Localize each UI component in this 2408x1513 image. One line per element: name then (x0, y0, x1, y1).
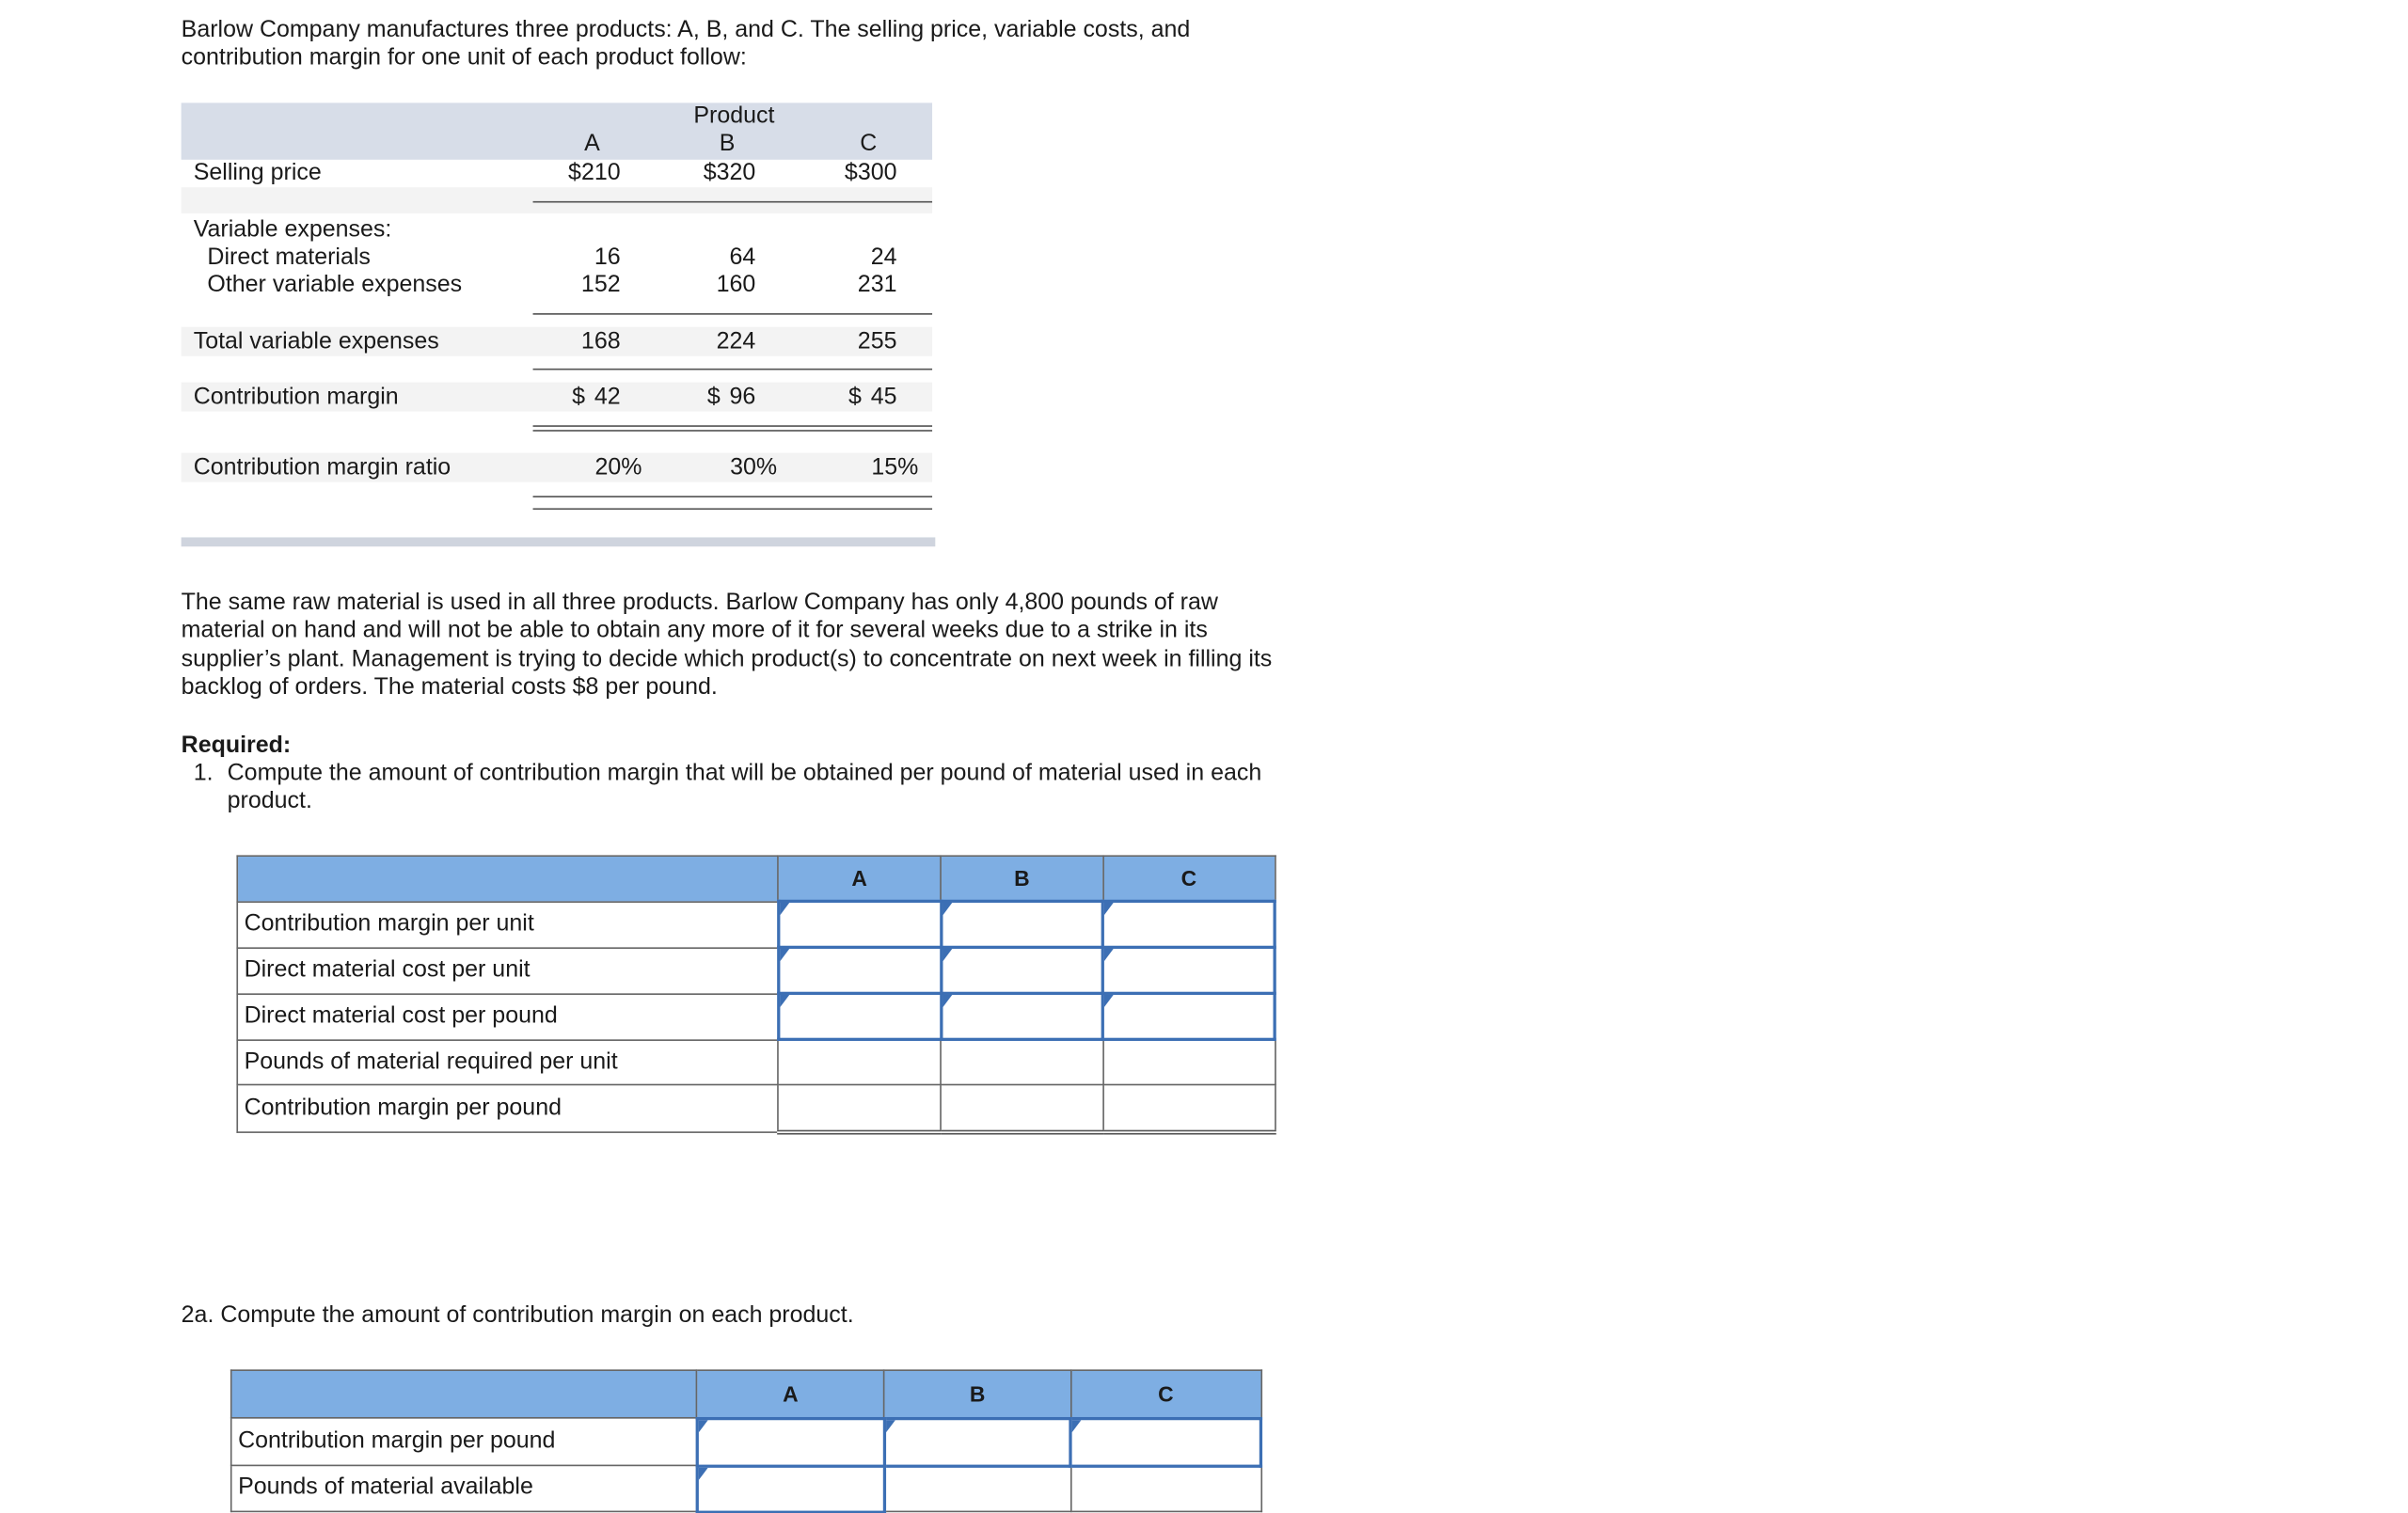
answer-table-2-header (231, 1370, 1261, 1418)
table-row (237, 1039, 1275, 1084)
direct-materials-label: Direct materials (207, 244, 371, 271)
dm-cost-per-pound-b-cell (941, 993, 1103, 1039)
dm-cost-per-unit-c-cell (1103, 947, 1275, 993)
required-heading: Required: (181, 732, 292, 759)
scenario-line-3: supplier’s plant. Management is trying to decide which product(s) to concentrate on next week in filling its (181, 646, 1273, 673)
cm-ratio-b: 30% (730, 454, 778, 481)
direct-materials-a: 16 (594, 244, 621, 271)
answer-table-1-header (237, 856, 1275, 901)
q1-line-1: Compute the amount of contribution margin that will be obtained per pound of material used in each (227, 760, 1262, 786)
header-blank (237, 856, 778, 901)
q2-cm-per-pound-c-cell (1070, 1418, 1260, 1466)
rule (533, 201, 933, 203)
dm-cost-per-unit-b-input[interactable] (943, 949, 1101, 992)
column-header-b: B (884, 1370, 1071, 1418)
table-row (231, 1418, 1261, 1466)
pounds-available-b-cell (884, 1465, 1071, 1511)
scenario-line-2: material on hand and will not be able to obtain any more of it for several weeks due to a strike in its (181, 617, 1208, 644)
dm-cost-per-unit-b-cell (941, 947, 1103, 993)
cm-per-pound-c-cell (1103, 1085, 1275, 1133)
q2-cm-per-pound-b-input[interactable] (885, 1419, 1069, 1463)
row-label-pounds-required: Pounds of material required per unit (237, 1039, 778, 1084)
q2-cm-per-pound-a-cell (697, 1418, 884, 1466)
rule (533, 369, 933, 370)
direct-materials-c: 24 (870, 244, 897, 271)
q2-cm-per-pound-b-cell (884, 1418, 1071, 1466)
q1-line-2: product. (227, 787, 312, 814)
table-row (237, 901, 1275, 947)
contribution-margin-a: 42 (594, 384, 621, 410)
contribution-margin-label: Contribution margin (193, 384, 399, 410)
dm-cost-per-unit-a-input[interactable] (780, 949, 939, 992)
column-header-a: A (584, 130, 600, 157)
column-header-c: C (860, 130, 878, 157)
intro-line-1: Barlow Company manufactures three products: A, B, and C. The selling price, variable costs, and (181, 16, 1191, 43)
table-row (237, 1085, 1275, 1133)
rule (533, 508, 933, 510)
other-variable-label: Other variable expenses (207, 271, 463, 298)
cm-currency-c: $ (848, 384, 862, 410)
dm-cost-per-unit-a-cell (778, 947, 941, 993)
cm-currency-b: $ (706, 384, 721, 410)
scenario-line-1: The same raw material is used in all three products. Barlow Company has only 4,800 pounds of raw (181, 589, 1218, 616)
product-group-header: Product (693, 102, 775, 130)
pounds-available-a-input[interactable] (699, 1467, 882, 1510)
direct-materials-b: 64 (729, 244, 756, 271)
column-header-a: A (778, 856, 941, 901)
cm-per-pound-c-input[interactable] (1104, 1085, 1275, 1129)
other-variable-c: 231 (857, 271, 897, 298)
cm-per-unit-b-cell (941, 901, 1103, 947)
other-variable-b: 160 (716, 271, 756, 298)
rule (533, 430, 933, 432)
dm-cost-per-pound-b-input[interactable] (943, 995, 1101, 1038)
dm-cost-per-pound-a-cell (778, 993, 941, 1039)
selling-price-a: $210 (568, 159, 621, 186)
cm-ratio-label: Contribution margin ratio (193, 454, 452, 481)
row-label-pounds-available: Pounds of material available (231, 1465, 697, 1511)
rule (533, 425, 933, 427)
dm-cost-per-pound-a-input[interactable] (780, 995, 939, 1038)
answer-table-1 (236, 855, 1275, 1134)
pounds-required-c-input[interactable] (1104, 1041, 1275, 1084)
row-label-cm-per-unit: Contribution margin per unit (237, 901, 778, 947)
pounds-available-a-cell (697, 1465, 884, 1511)
cm-per-unit-a-cell (778, 901, 941, 947)
row-label-dm-cost-per-unit: Direct material cost per unit (237, 947, 778, 993)
variable-expenses-header: Variable expenses: (193, 216, 392, 243)
column-header-a: A (697, 1370, 884, 1418)
total-variable-a: 168 (580, 328, 621, 355)
table-bottom-band (182, 537, 936, 546)
table-row (237, 947, 1275, 993)
cm-per-unit-c-cell (1103, 901, 1275, 947)
cm-per-pound-b-input[interactable] (942, 1085, 1102, 1129)
cm-currency-a: $ (572, 384, 586, 410)
selling-price-b: $320 (703, 159, 756, 186)
cm-per-pound-a-cell (778, 1085, 941, 1133)
cm-ratio-c: 15% (871, 454, 919, 481)
column-header-b: B (719, 130, 736, 157)
cm-per-unit-b-input[interactable] (943, 903, 1101, 946)
selling-price-c: $300 (844, 159, 897, 186)
column-header-c: C (1103, 856, 1275, 901)
total-variable-c: 255 (857, 328, 897, 355)
pounds-required-c-cell (1103, 1039, 1275, 1084)
pounds-required-a-cell (778, 1039, 941, 1084)
cm-per-pound-a-input[interactable] (779, 1085, 940, 1129)
q2-cm-per-pound-c-input[interactable] (1072, 1419, 1259, 1463)
q1-number: 1. (193, 760, 214, 786)
row-label-cm-per-pound: Contribution margin per pound (231, 1418, 697, 1466)
pounds-required-b-cell (941, 1039, 1103, 1084)
column-header-b: B (941, 856, 1103, 901)
total-variable-label: Total variable expenses (193, 328, 439, 355)
pounds-available-c-cell (1070, 1465, 1260, 1511)
table-row (231, 1465, 1261, 1511)
table-row (237, 993, 1275, 1039)
rule (533, 313, 933, 315)
rule (533, 496, 933, 497)
cm-ratio-a: 20% (594, 454, 642, 481)
other-variable-a: 152 (580, 271, 621, 298)
dm-cost-per-pound-c-cell (1103, 993, 1275, 1039)
q2a-text: 2a. Compute the amount of contribution margin on each product. (181, 1301, 854, 1329)
row-label-dm-cost-per-pound: Direct material cost per pound (237, 993, 778, 1039)
dm-cost-per-pound-c-input[interactable] (1104, 995, 1273, 1038)
total-variable-b: 224 (716, 328, 756, 355)
header-blank (231, 1370, 697, 1418)
column-header-c: C (1070, 1370, 1260, 1418)
scenario-line-4: backlog of orders. The material costs $8 per pound. (181, 673, 718, 701)
contribution-margin-b: 96 (729, 384, 756, 410)
intro-line-2: contribution margin for one unit of each product follow: (181, 44, 747, 71)
pounds-required-a-input[interactable] (779, 1041, 940, 1084)
contribution-margin-c: 45 (870, 384, 897, 410)
dm-cost-per-unit-c-input[interactable] (1104, 949, 1273, 992)
cm-per-unit-c-input[interactable] (1104, 903, 1273, 946)
cm-per-pound-b-cell (941, 1085, 1103, 1133)
q2-cm-per-pound-a-input[interactable] (699, 1419, 882, 1463)
answer-table-2 (230, 1369, 1262, 1513)
pounds-required-b-input[interactable] (942, 1041, 1102, 1084)
row-label-cm-per-pound: Contribution margin per pound (237, 1085, 778, 1133)
row-label: Selling price (193, 159, 322, 186)
cm-per-unit-a-input[interactable] (780, 903, 939, 946)
